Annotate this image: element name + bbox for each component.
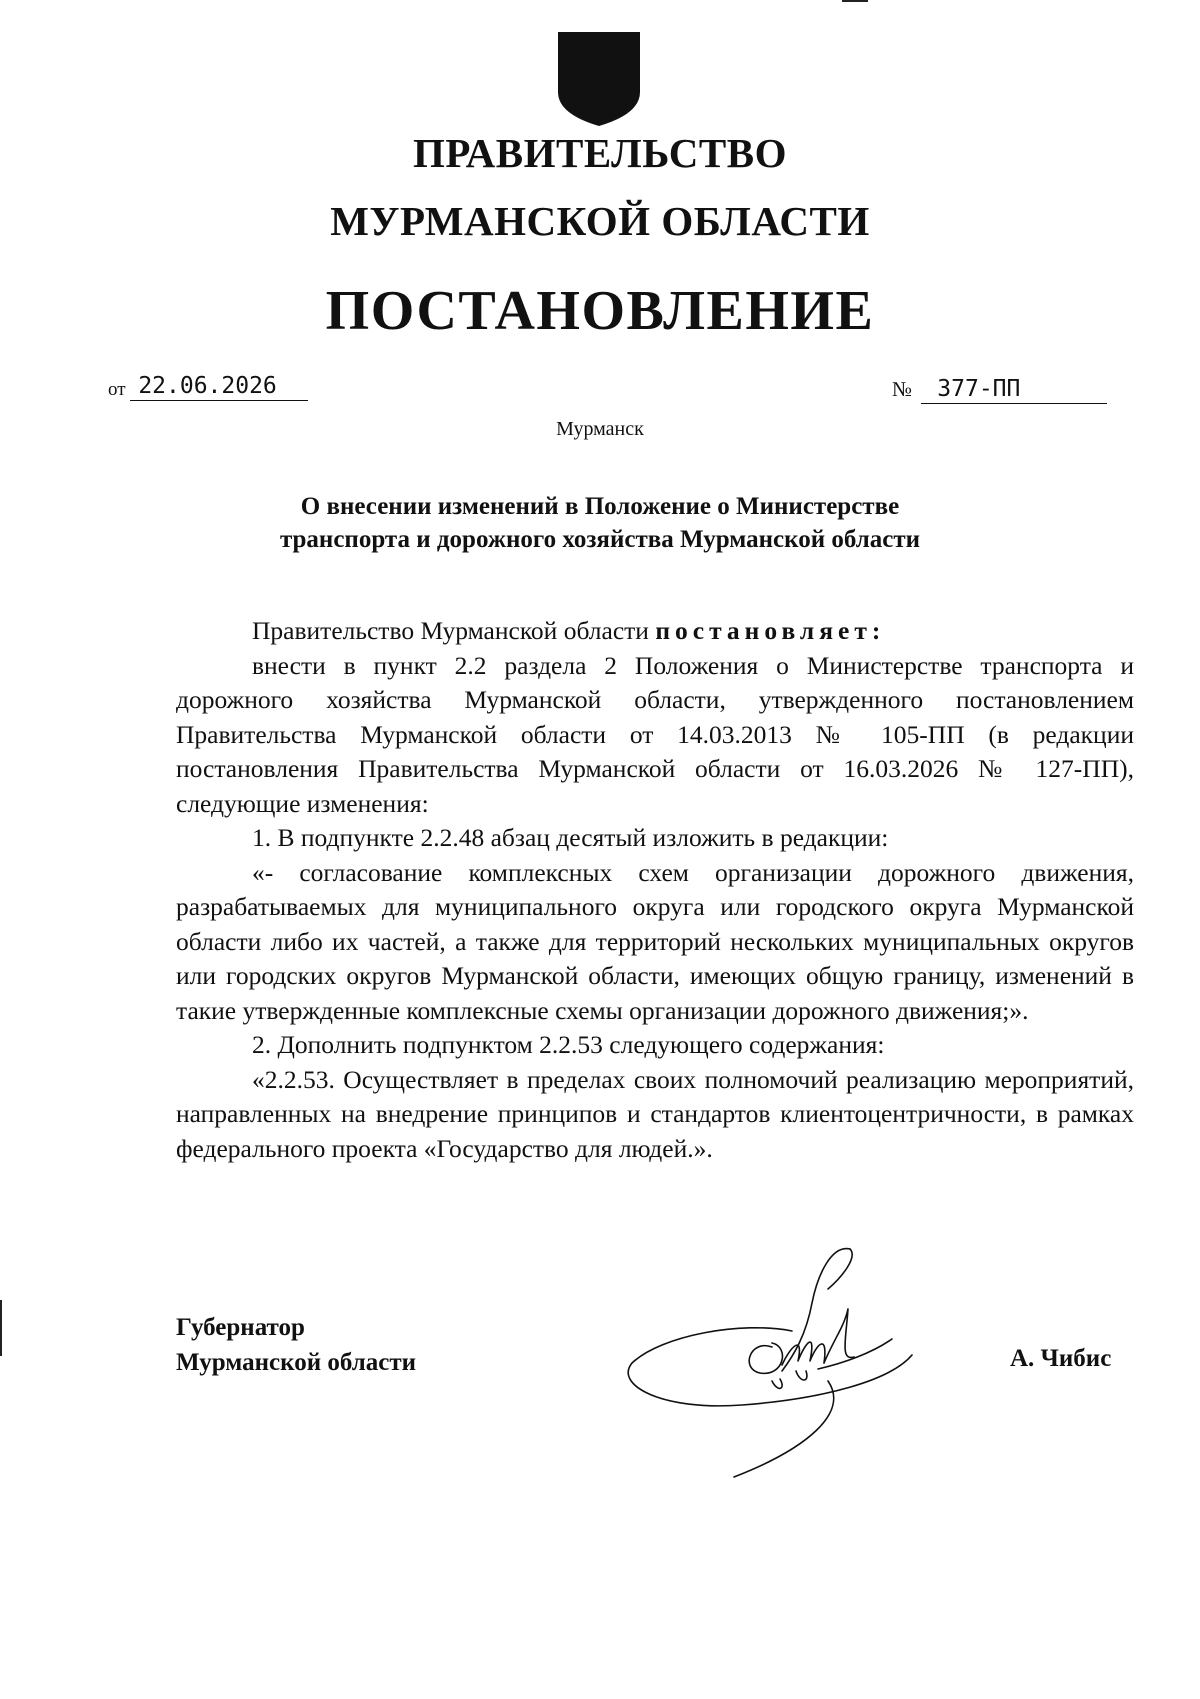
signatory-position xyxy=(176,1310,416,1380)
handwritten-signature-icon xyxy=(622,1243,972,1483)
document-title xyxy=(0,490,1200,556)
decision-word: постановляет: xyxy=(655,616,886,645)
number-row xyxy=(892,375,1107,404)
paragraph-3: «- согласование комплексных схем организации дорожного движения, разрабатываемых для муниципального округа или городского округа Мурманской области либо их частей, а также для территорий нескольких муниципальных округов или городских округов Мурманской области, имеющих общую границу, изменений в такие утвержденные комплексные схемы организации дорожного движения;». xyxy=(176,857,1134,1025)
signatory-position-line1: Губернатор xyxy=(176,1314,305,1341)
org-name-line1: ПРАВИТЕЛЬСТВО xyxy=(412,130,788,176)
document-title-line2: транспорта и дорожного хозяйства Мурманской области xyxy=(279,526,921,553)
intro-text: Правительство Мурманской области xyxy=(252,616,656,645)
intro-paragraph xyxy=(176,614,1134,649)
paragraph-5: «2.2.53. Осуществляет в пределах своих полномочий реализацию мероприятий, направленных на внедрение принципов и стандартов клиентоцентричности, в рамках федерального проекта «Государство для людей.». xyxy=(176,1064,1134,1163)
signatory-position-line2: Мурманской области xyxy=(176,1349,417,1376)
date-row xyxy=(108,372,308,401)
paragraph-1: внести в пункт 2.2 раздела 2 Положения о Министерстве транспорта и дорожного хозяйства Мурманской области, утвержденного постановлением Правительства Мурманской области от 14.03.2013 № 105-ПП (в редакции постановления Правительства Мурманской области от 16.03.2026 № 127-ПП), следующие изменения: xyxy=(176,650,1134,818)
signatory-name: А. Чибис xyxy=(1010,1345,1112,1372)
org-name-line2: МУРМАНСКОЙ ОБЛАСТИ xyxy=(330,198,870,244)
document-body xyxy=(176,614,1134,1166)
city: Мурманск xyxy=(556,418,644,440)
document-date: 22.06.2026 xyxy=(130,372,308,401)
coat-of-arms-emblem-icon xyxy=(556,30,642,128)
date-prefix: от xyxy=(108,379,126,400)
paragraph-2: 1. В подпункте 2.2.48 абзац десятый изложить в редакции: xyxy=(252,823,889,852)
number-prefix: № xyxy=(892,377,913,401)
document-number: 377-ПП xyxy=(921,375,1107,404)
scan-artifact xyxy=(0,1300,2,1356)
document-type: ПОСТАНОВЛЕНИЕ xyxy=(325,280,875,342)
document-title-line1: О внесении изменений в Положение о Министерстве xyxy=(300,493,900,520)
scan-artifact xyxy=(842,0,868,2)
paragraph-4: 2. Дополнить подпунктом 2.2.53 следующего содержания: xyxy=(252,1030,885,1059)
